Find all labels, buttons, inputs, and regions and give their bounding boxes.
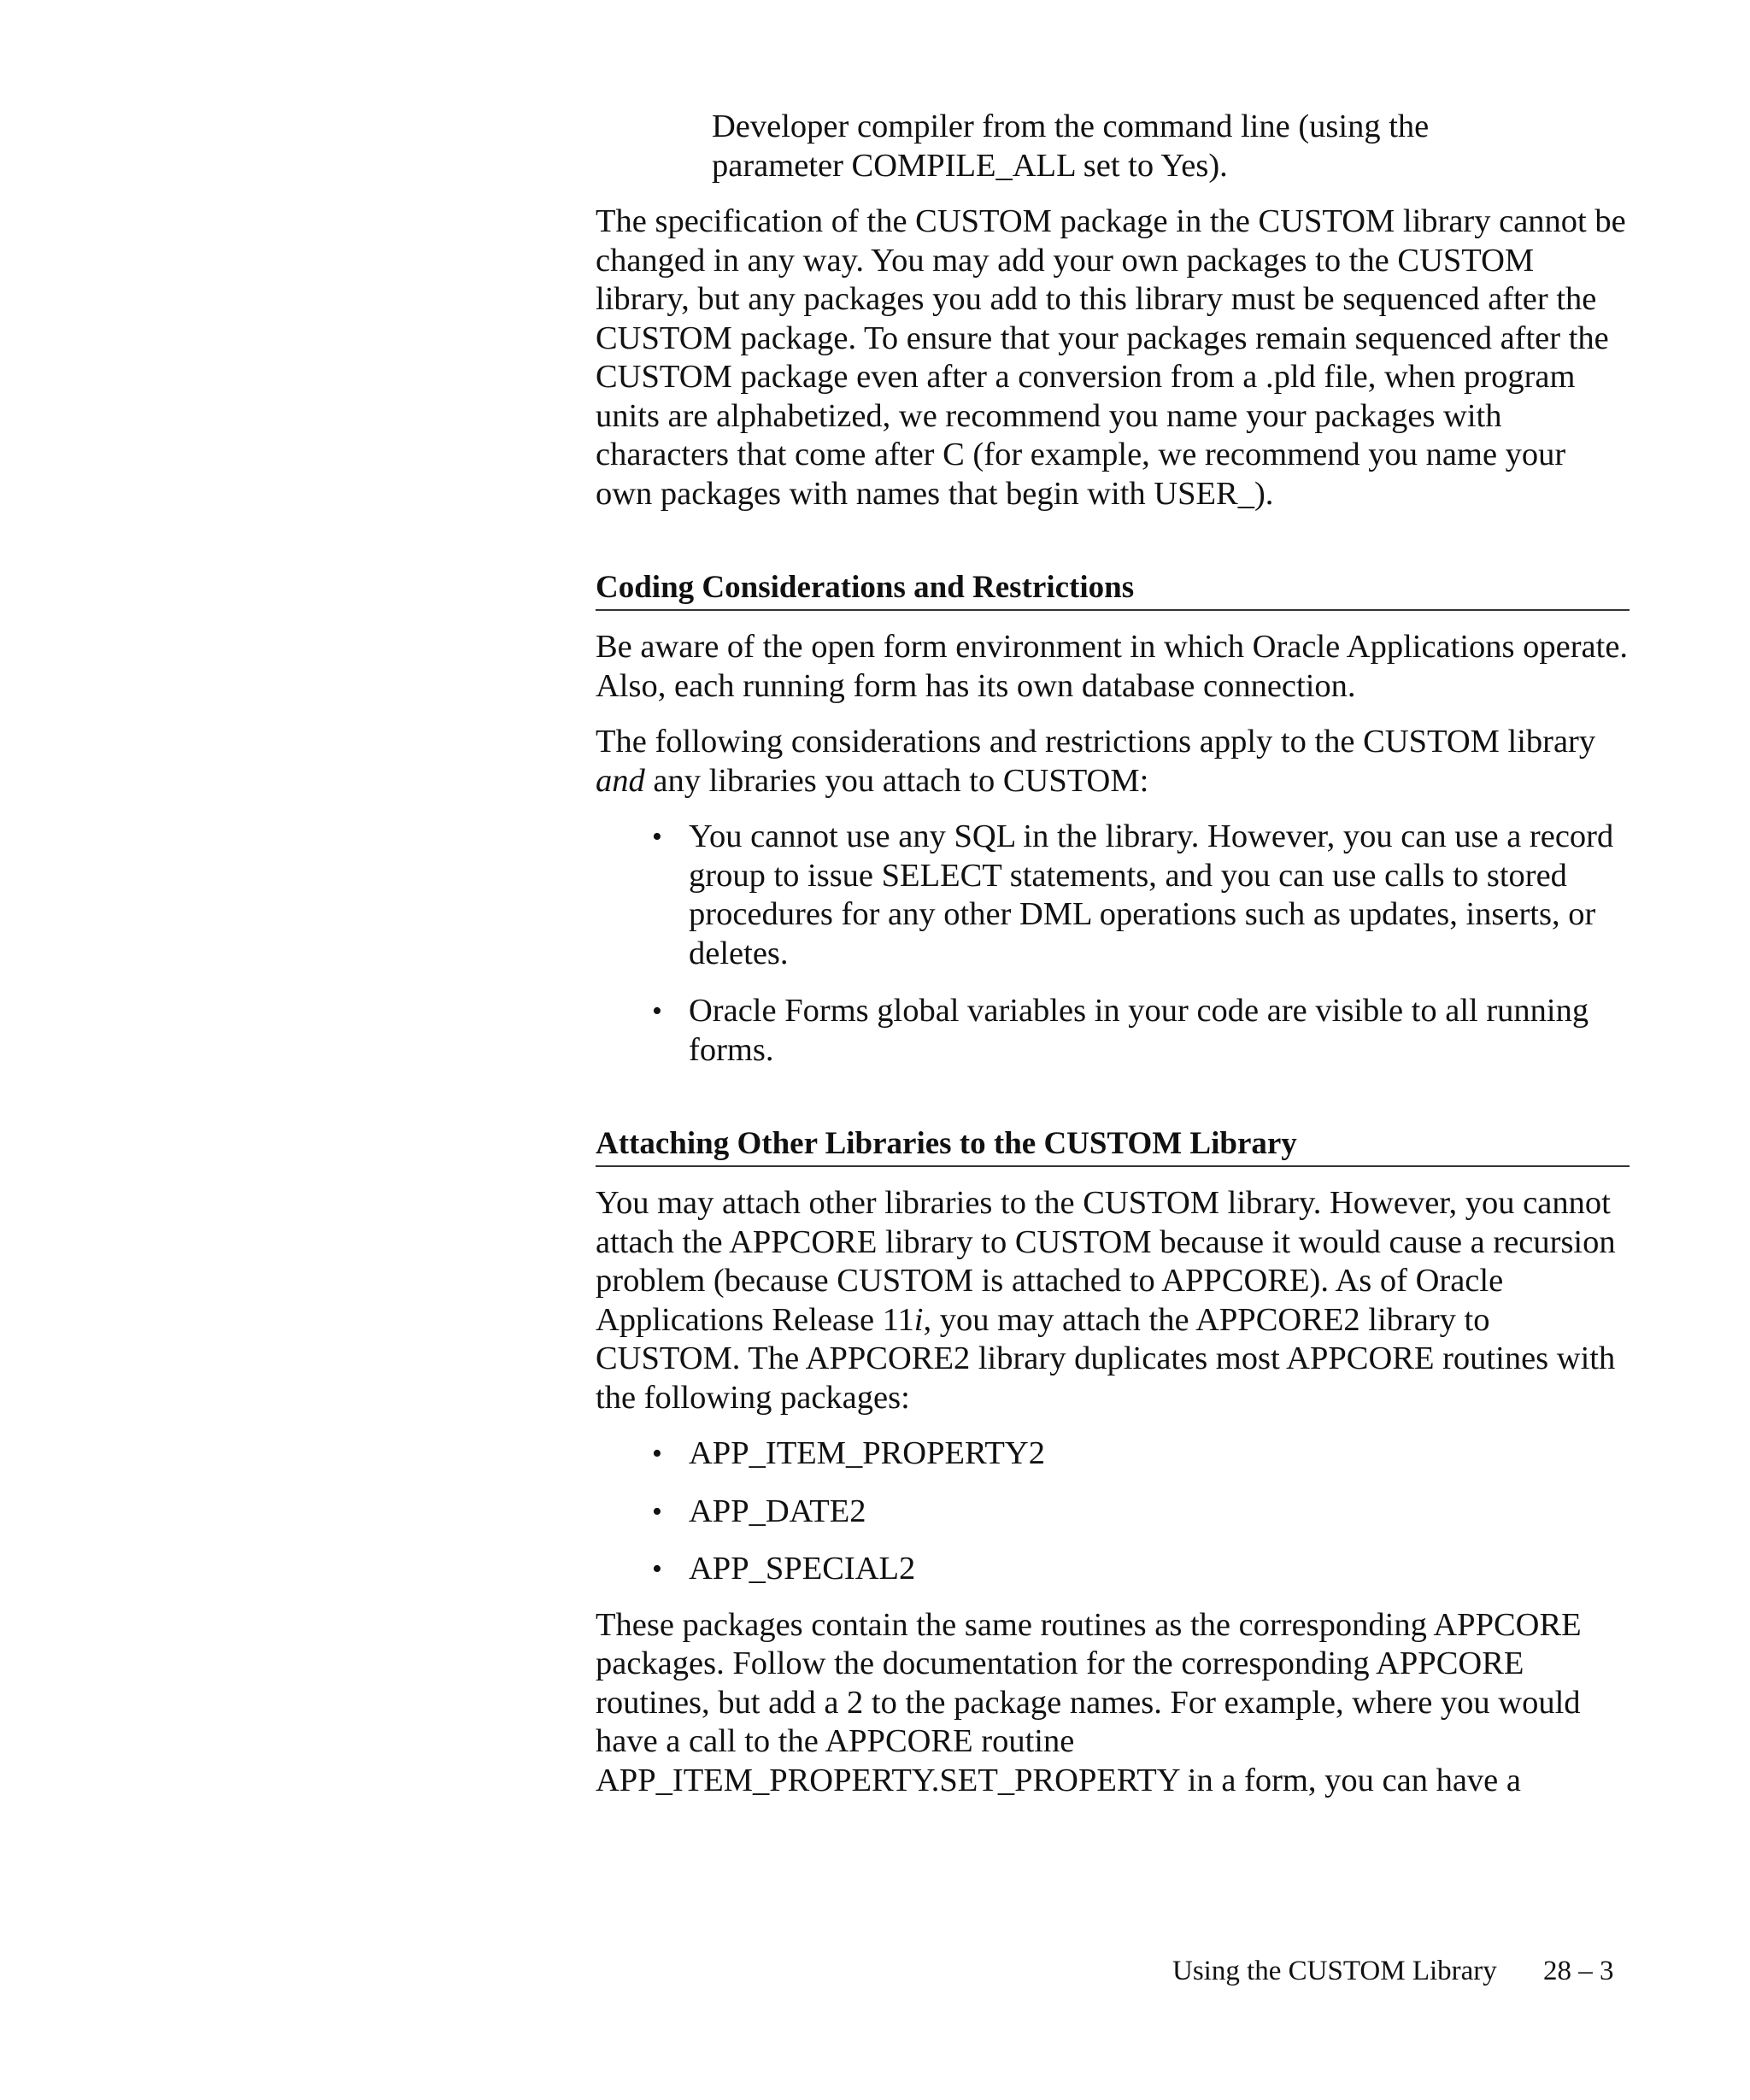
- bullet-icon: •: [652, 1553, 662, 1585]
- attach-release-italic: i: [913, 1301, 924, 1338]
- list-item: [596, 992, 1630, 1070]
- attach-text-1: You may attach other libraries to the CUSTOM library. However, you cannot attach the APPCORE library to CUSTOM because it would cause a recursion problem (because CUSTOM is attached to APPCORE). As of Oracle Applications Release 11: [596, 1185, 1616, 1338]
- continuation-line-1: Developer compiler from the command line (using the: [712, 109, 1430, 144]
- bullet-icon: •: [652, 821, 662, 853]
- footer-chapter-title: Using the CUSTOM Library: [1172, 1956, 1497, 1986]
- page-footer: [0, 1950, 1750, 1992]
- restrictions-intro-emphasis: and: [596, 762, 645, 799]
- appcore2-usage-paragraph: These packages contain the same routines as the corresponding APPCORE packages. Follow the documentation for the corresponding APPCORE routines, but add a 2 to the package names. For example, where you would have a call to the APPCORE routine APP_ITEM_PROPERTY.SET_PROPERTY in a form, you can have a: [596, 1606, 1582, 1798]
- list-item: [596, 1493, 1630, 1532]
- coding-considerations-heading: Coding Considerations and Restrictions: [596, 568, 1630, 611]
- list-item-text: APP_SPECIAL2: [689, 1551, 916, 1587]
- footer-page-number: 28 – 3: [1543, 1956, 1614, 1986]
- continuation-paragraph: [712, 108, 1630, 185]
- restrictions-list: [596, 818, 1630, 1070]
- appcore2-packages-list: [596, 1434, 1630, 1589]
- spec-paragraph: The specification of the CUSTOM package in the CUSTOM library cannot be changed in any way. You may add your own packages to the CUSTOM library, but any packages you add to this library must be sequenced after the CUSTOM package. To ensure that your packages remain sequenced after the CUSTOM package even after a conversion from a .pld file, when program units are alphabetized, we recommend you name your packages with characters that come after C (for example, we recommend you name your own packages with names that begin with USER_).: [596, 203, 1626, 512]
- environment-paragraph: Be aware of the open form environment in which Oracle Applications operate. Also, each running form has its own database connection.: [596, 629, 1629, 704]
- restrictions-intro-text-2: any libraries you attach to CUSTOM:: [644, 762, 1149, 799]
- list-item: [596, 1434, 1630, 1474]
- list-item-text: APP_ITEM_PROPERTY2: [689, 1435, 1045, 1471]
- attaching-libraries-heading: Attaching Other Libraries to the CUSTOM Library: [596, 1124, 1630, 1167]
- restrictions-intro-paragraph: [596, 723, 1630, 801]
- attach-text-2: , you may attach the APPCORE2 library to CUSTOM. The APPCORE2 library duplicates most APPCORE routines with the following packages:: [596, 1301, 1616, 1416]
- list-item: [596, 818, 1630, 973]
- list-item-text: Oracle Forms global variables in your code are visible to all running forms.: [689, 993, 1589, 1068]
- attach-libraries-paragraph: [596, 1184, 1630, 1417]
- restrictions-intro-text-1: The following considerations and restrictions apply to the CUSTOM library: [596, 724, 1596, 760]
- continuation-line-2: parameter COMPILE_ALL set to Yes).: [712, 147, 1228, 184]
- text-column: [596, 108, 1630, 1800]
- bullet-icon: •: [652, 1495, 662, 1528]
- bullet-icon: •: [652, 995, 662, 1027]
- list-item-text: You cannot use any SQL in the library. However, you can use a record group to issue SELECT statements, and you can use calls to stored procedures for any other DML operations such as updates, inserts, or deletes.: [689, 818, 1614, 971]
- list-item-text: APP_DATE2: [689, 1493, 866, 1529]
- list-item: [596, 1550, 1630, 1589]
- bullet-icon: •: [652, 1438, 662, 1469]
